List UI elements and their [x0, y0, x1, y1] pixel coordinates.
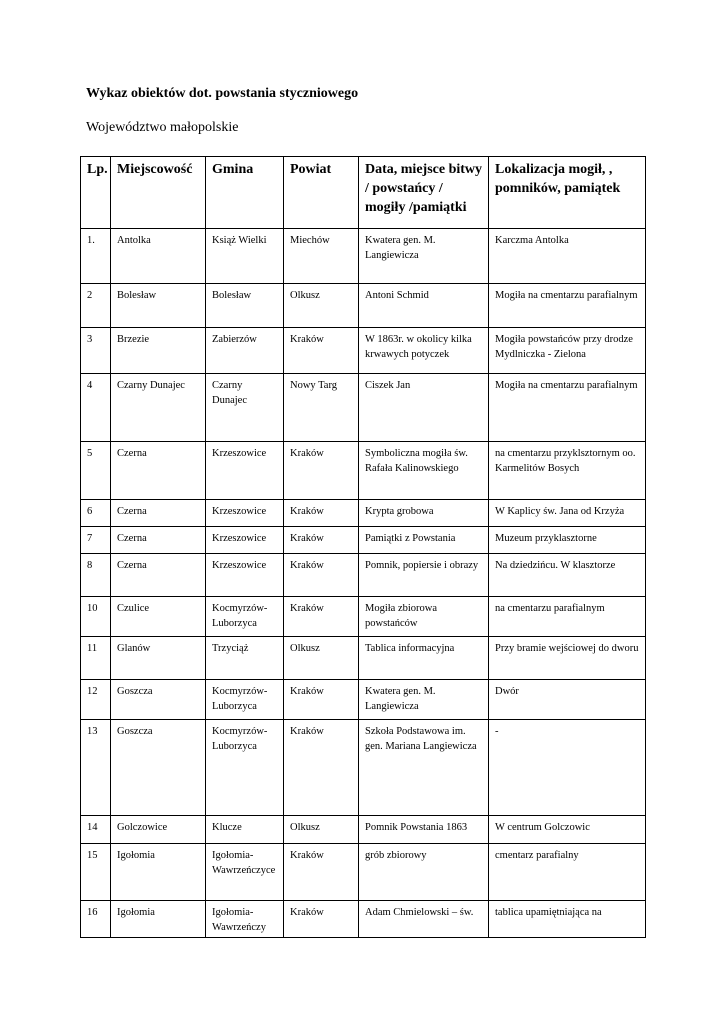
cell-gmina: Kocmyrzów-Luborzyca: [206, 720, 284, 816]
cell-gmina: Kocmyrzów-Luborzyca: [206, 680, 284, 720]
cell-lp: 5: [81, 442, 111, 500]
cell-powiat: Kraków: [284, 527, 359, 554]
cell-data: Pamiątki z Powstania: [359, 527, 489, 554]
cell-data: Krypta grobowa: [359, 500, 489, 527]
cell-powiat: Kraków: [284, 720, 359, 816]
cell-miejscowosc: Antolka: [111, 229, 206, 284]
cell-lp: 4: [81, 374, 111, 442]
cell-lp: 2: [81, 284, 111, 328]
cell-lp: 10: [81, 597, 111, 637]
header-lokalizacja: Lokalizacja mogił, , pomników, pamiątek: [489, 157, 646, 229]
cell-gmina: Igołomia-Wawrzeńczy: [206, 901, 284, 938]
cell-lokalizacja: Mogiła na cmentarzu parafialnym: [489, 284, 646, 328]
cell-gmina: Igołomia-Wawrzeńczyce: [206, 844, 284, 901]
cell-miejscowosc: Golczowice: [111, 816, 206, 844]
cell-miejscowosc: Czulice: [111, 597, 206, 637]
cell-gmina: Czarny Dunajec: [206, 374, 284, 442]
cell-gmina: Krzeszowice: [206, 500, 284, 527]
cell-powiat: Kraków: [284, 844, 359, 901]
cell-lokalizacja: tablica upamiętniająca na: [489, 901, 646, 938]
cell-lokalizacja: Na dziedzińcu. W klasztorze: [489, 554, 646, 597]
cell-lp: 15: [81, 844, 111, 901]
cell-data: grób zbiorowy: [359, 844, 489, 901]
table-row: [81, 229, 646, 284]
objects-table: [80, 156, 646, 938]
cell-gmina: Krzeszowice: [206, 527, 284, 554]
cell-data: Ciszek Jan: [359, 374, 489, 442]
cell-powiat: Miechów: [284, 229, 359, 284]
cell-lp: 8: [81, 554, 111, 597]
cell-powiat: Kraków: [284, 554, 359, 597]
header-gmina: Gmina: [206, 157, 284, 229]
document-subtitle: Województwo małopolskie: [86, 120, 239, 135]
table-row: [81, 328, 646, 374]
cell-data: Adam Chmielowski – św.: [359, 901, 489, 938]
cell-data: Mogiła zbiorowa powstańców: [359, 597, 489, 637]
cell-miejscowosc: Bolesław: [111, 284, 206, 328]
cell-powiat: Kraków: [284, 680, 359, 720]
cell-lp: 3: [81, 328, 111, 374]
cell-miejscowosc: Brzezie: [111, 328, 206, 374]
cell-data: Symboliczna mogiła św. Rafała Kalinowskiego: [359, 442, 489, 500]
cell-gmina: Kocmyrzów-Luborzyca: [206, 597, 284, 637]
cell-miejscowosc: Goszcza: [111, 680, 206, 720]
cell-lp: 1.: [81, 229, 111, 284]
cell-data: Kwatera gen. M. Langiewicza: [359, 229, 489, 284]
cell-powiat: Olkusz: [284, 637, 359, 680]
cell-lp: 14: [81, 816, 111, 844]
cell-miejscowosc: Czerna: [111, 500, 206, 527]
cell-lp: 13: [81, 720, 111, 816]
cell-lokalizacja: na cmentarzu przyklsztornym oo. Karmelitów Bosych: [489, 442, 646, 500]
cell-lokalizacja: Przy bramie wejściowej do dworu: [489, 637, 646, 680]
table-row: [81, 442, 646, 500]
cell-lokalizacja: Mogiła na cmentarzu parafialnym: [489, 374, 646, 442]
cell-powiat: Kraków: [284, 901, 359, 938]
table-header-row: [81, 157, 646, 229]
table-row: [81, 284, 646, 328]
cell-powiat: Kraków: [284, 442, 359, 500]
cell-gmina: Krzeszowice: [206, 442, 284, 500]
table-row: [81, 597, 646, 637]
cell-miejscowosc: Czerna: [111, 554, 206, 597]
cell-lp: 7: [81, 527, 111, 554]
cell-miejscowosc: Czerna: [111, 442, 206, 500]
table-row: [81, 720, 646, 816]
table-row: [81, 901, 646, 938]
table-row: [81, 374, 646, 442]
table-row: [81, 500, 646, 527]
cell-powiat: Kraków: [284, 328, 359, 374]
cell-data: Antoni Schmid: [359, 284, 489, 328]
cell-data: Tablica informacyjna: [359, 637, 489, 680]
cell-powiat: Kraków: [284, 500, 359, 527]
cell-data: Kwatera gen. M. Langiewicza: [359, 680, 489, 720]
cell-powiat: Olkusz: [284, 284, 359, 328]
cell-miejscowosc: Igołomia: [111, 844, 206, 901]
cell-lp: 6: [81, 500, 111, 527]
cell-data: Szkoła Podstawowa im. gen. Mariana Langiewicza: [359, 720, 489, 816]
cell-gmina: Bolesław: [206, 284, 284, 328]
cell-data: Pomnik, popiersie i obrazy: [359, 554, 489, 597]
cell-miejscowosc: Goszcza: [111, 720, 206, 816]
table-row: [81, 554, 646, 597]
cell-lokalizacja: Dwór: [489, 680, 646, 720]
table-row: [81, 816, 646, 844]
cell-data: W 1863r. w okolicy kilka krwawych potyczek: [359, 328, 489, 374]
table-row: [81, 527, 646, 554]
cell-powiat: Kraków: [284, 597, 359, 637]
header-data-miejsce: Data, miejsce bitwy / powstańcy / mogiły /pamiątki: [359, 157, 489, 229]
cell-lokalizacja: cmentarz parafialny: [489, 844, 646, 901]
cell-miejscowosc: Glanów: [111, 637, 206, 680]
cell-powiat: Olkusz: [284, 816, 359, 844]
cell-lokalizacja: na cmentarzu parafialnym: [489, 597, 646, 637]
cell-gmina: Trzyciąż: [206, 637, 284, 680]
header-miejscowosc: Miejscowość: [111, 157, 206, 229]
cell-lp: 12: [81, 680, 111, 720]
cell-data: Pomnik Powstania 1863: [359, 816, 489, 844]
cell-miejscowosc: Czerna: [111, 527, 206, 554]
cell-gmina: Krzeszowice: [206, 554, 284, 597]
cell-gmina: Książ Wielki: [206, 229, 284, 284]
cell-miejscowosc: Igołomia: [111, 901, 206, 938]
cell-lp: 16: [81, 901, 111, 938]
table-row: [81, 680, 646, 720]
cell-lokalizacja: W centrum Golczowic: [489, 816, 646, 844]
header-lp: Lp.: [81, 157, 111, 229]
table-row: [81, 844, 646, 901]
cell-lokalizacja: Karczma Antolka: [489, 229, 646, 284]
cell-gmina: Zabierzów: [206, 328, 284, 374]
cell-lokalizacja: W Kaplicy św. Jana od Krzyża: [489, 500, 646, 527]
cell-lokalizacja: Mogiła powstańców przy drodze Mydlniczka - Zielona: [489, 328, 646, 374]
header-powiat: Powiat: [284, 157, 359, 229]
cell-lokalizacja: Muzeum przyklasztorne: [489, 527, 646, 554]
cell-lokalizacja: -: [489, 720, 646, 816]
cell-powiat: Nowy Targ: [284, 374, 359, 442]
cell-miejscowosc: Czarny Dunajec: [111, 374, 206, 442]
cell-gmina: Klucze: [206, 816, 284, 844]
table-row: [81, 637, 646, 680]
cell-lp: 11: [81, 637, 111, 680]
document-title: Wykaz obiektów dot. powstania styczniowego: [86, 86, 359, 101]
